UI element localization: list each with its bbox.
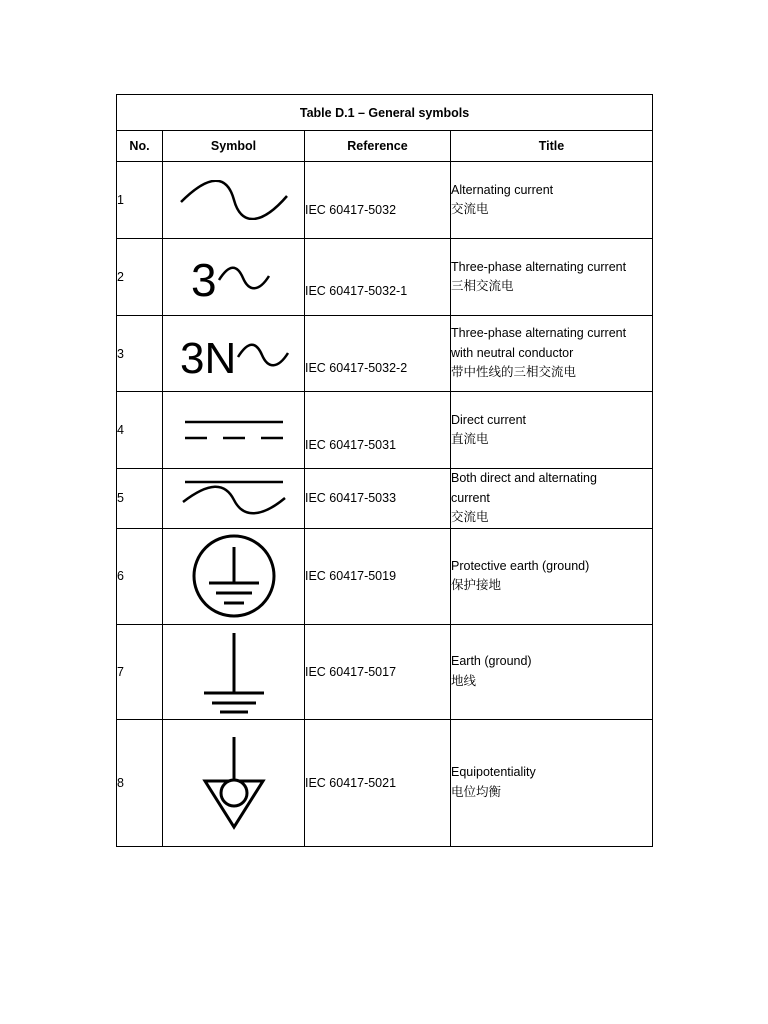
title-cell [451,316,653,392]
symbol-cell [163,528,305,624]
header-symbol: Symbol [163,131,305,162]
symbol-cell [163,719,305,846]
reference-cell: IEC 60417-5032-2 [305,316,451,392]
title-text: Direct current [451,412,527,427]
symbol-label: 3N [179,333,236,379]
earth-ground-icon [194,629,274,715]
table-row [117,392,653,469]
title-cell [451,239,653,316]
table-caption: Table D.1 – General symbols [117,95,653,131]
symbol-cell [163,239,305,316]
header-title: Title [451,131,653,162]
symbol-cell [163,624,305,719]
title-text: Three-phase alternating current [451,326,627,341]
symbol-cell [163,392,305,469]
row-number: 3 [117,316,163,392]
title-chinese: 带中性线的三相交流电 [451,365,577,380]
title-chinese: 地线 [451,673,477,688]
reference-cell: IEC 60417-5032 [305,162,451,239]
title-cell [451,719,653,846]
row-number: 4 [117,392,163,469]
table-row [117,528,653,624]
title-text: with neutral conductor [451,345,574,360]
protective-earth-icon [189,531,279,621]
title-chinese: 保护接地 [451,578,502,592]
symbol-cell [163,162,305,239]
title-cell [451,469,653,529]
equipotentiality-icon [199,735,269,831]
title-chinese: 直流电 [451,432,489,446]
table-row [117,624,653,719]
title-text: Earth (ground) [451,654,532,668]
title-text: Alternating current [451,182,554,197]
reference-cell: IEC 60417-5032-1 [305,239,451,316]
symbol-label: 3 [190,254,217,302]
row-number: 7 [117,624,163,719]
title-text: Equipotentiality [451,765,536,779]
row-number: 5 [117,469,163,529]
row-number: 8 [117,719,163,846]
title-chinese: 交流电 [451,202,489,216]
reference-cell: IEC 60417-5021 [305,719,451,846]
reference-cell: IEC 60417-5033 [305,469,451,529]
symbol-cell [163,316,305,392]
three-phase-ac-icon [179,252,289,302]
title-text: Three-phase alternating current [451,259,627,274]
row-number: 6 [117,528,163,624]
title-cell [451,624,653,719]
table-row [117,469,653,529]
row-number: 1 [117,162,163,239]
title-chinese: 三相交流电 [451,279,514,293]
table-row [117,239,653,316]
title-text: Protective earth (ground) [451,558,590,573]
general-symbols-table [116,94,653,847]
direct-current-icon [179,415,289,445]
header-reference: Reference [305,131,451,162]
title-chinese: 交流电 [451,510,489,524]
table-row [117,162,653,239]
table-row [117,719,653,846]
row-number: 2 [117,239,163,316]
title-text: Both direct and alternating [451,471,597,485]
dc-and-ac-icon [179,478,289,518]
reference-cell: IEC 60417-5019 [305,528,451,624]
title-cell [451,162,653,239]
title-cell [451,392,653,469]
reference-cell: IEC 60417-5017 [305,624,451,719]
title-cell [451,528,653,624]
alternating-current-icon [179,180,289,220]
title-chinese: 电位均衡 [451,784,502,799]
table-row [117,316,653,392]
header-no: No. [117,131,163,162]
reference-cell: IEC 60417-5031 [305,392,451,469]
three-phase-ac-neutral-icon [174,329,294,379]
title-text: current [451,490,490,505]
symbol-cell [163,469,305,529]
